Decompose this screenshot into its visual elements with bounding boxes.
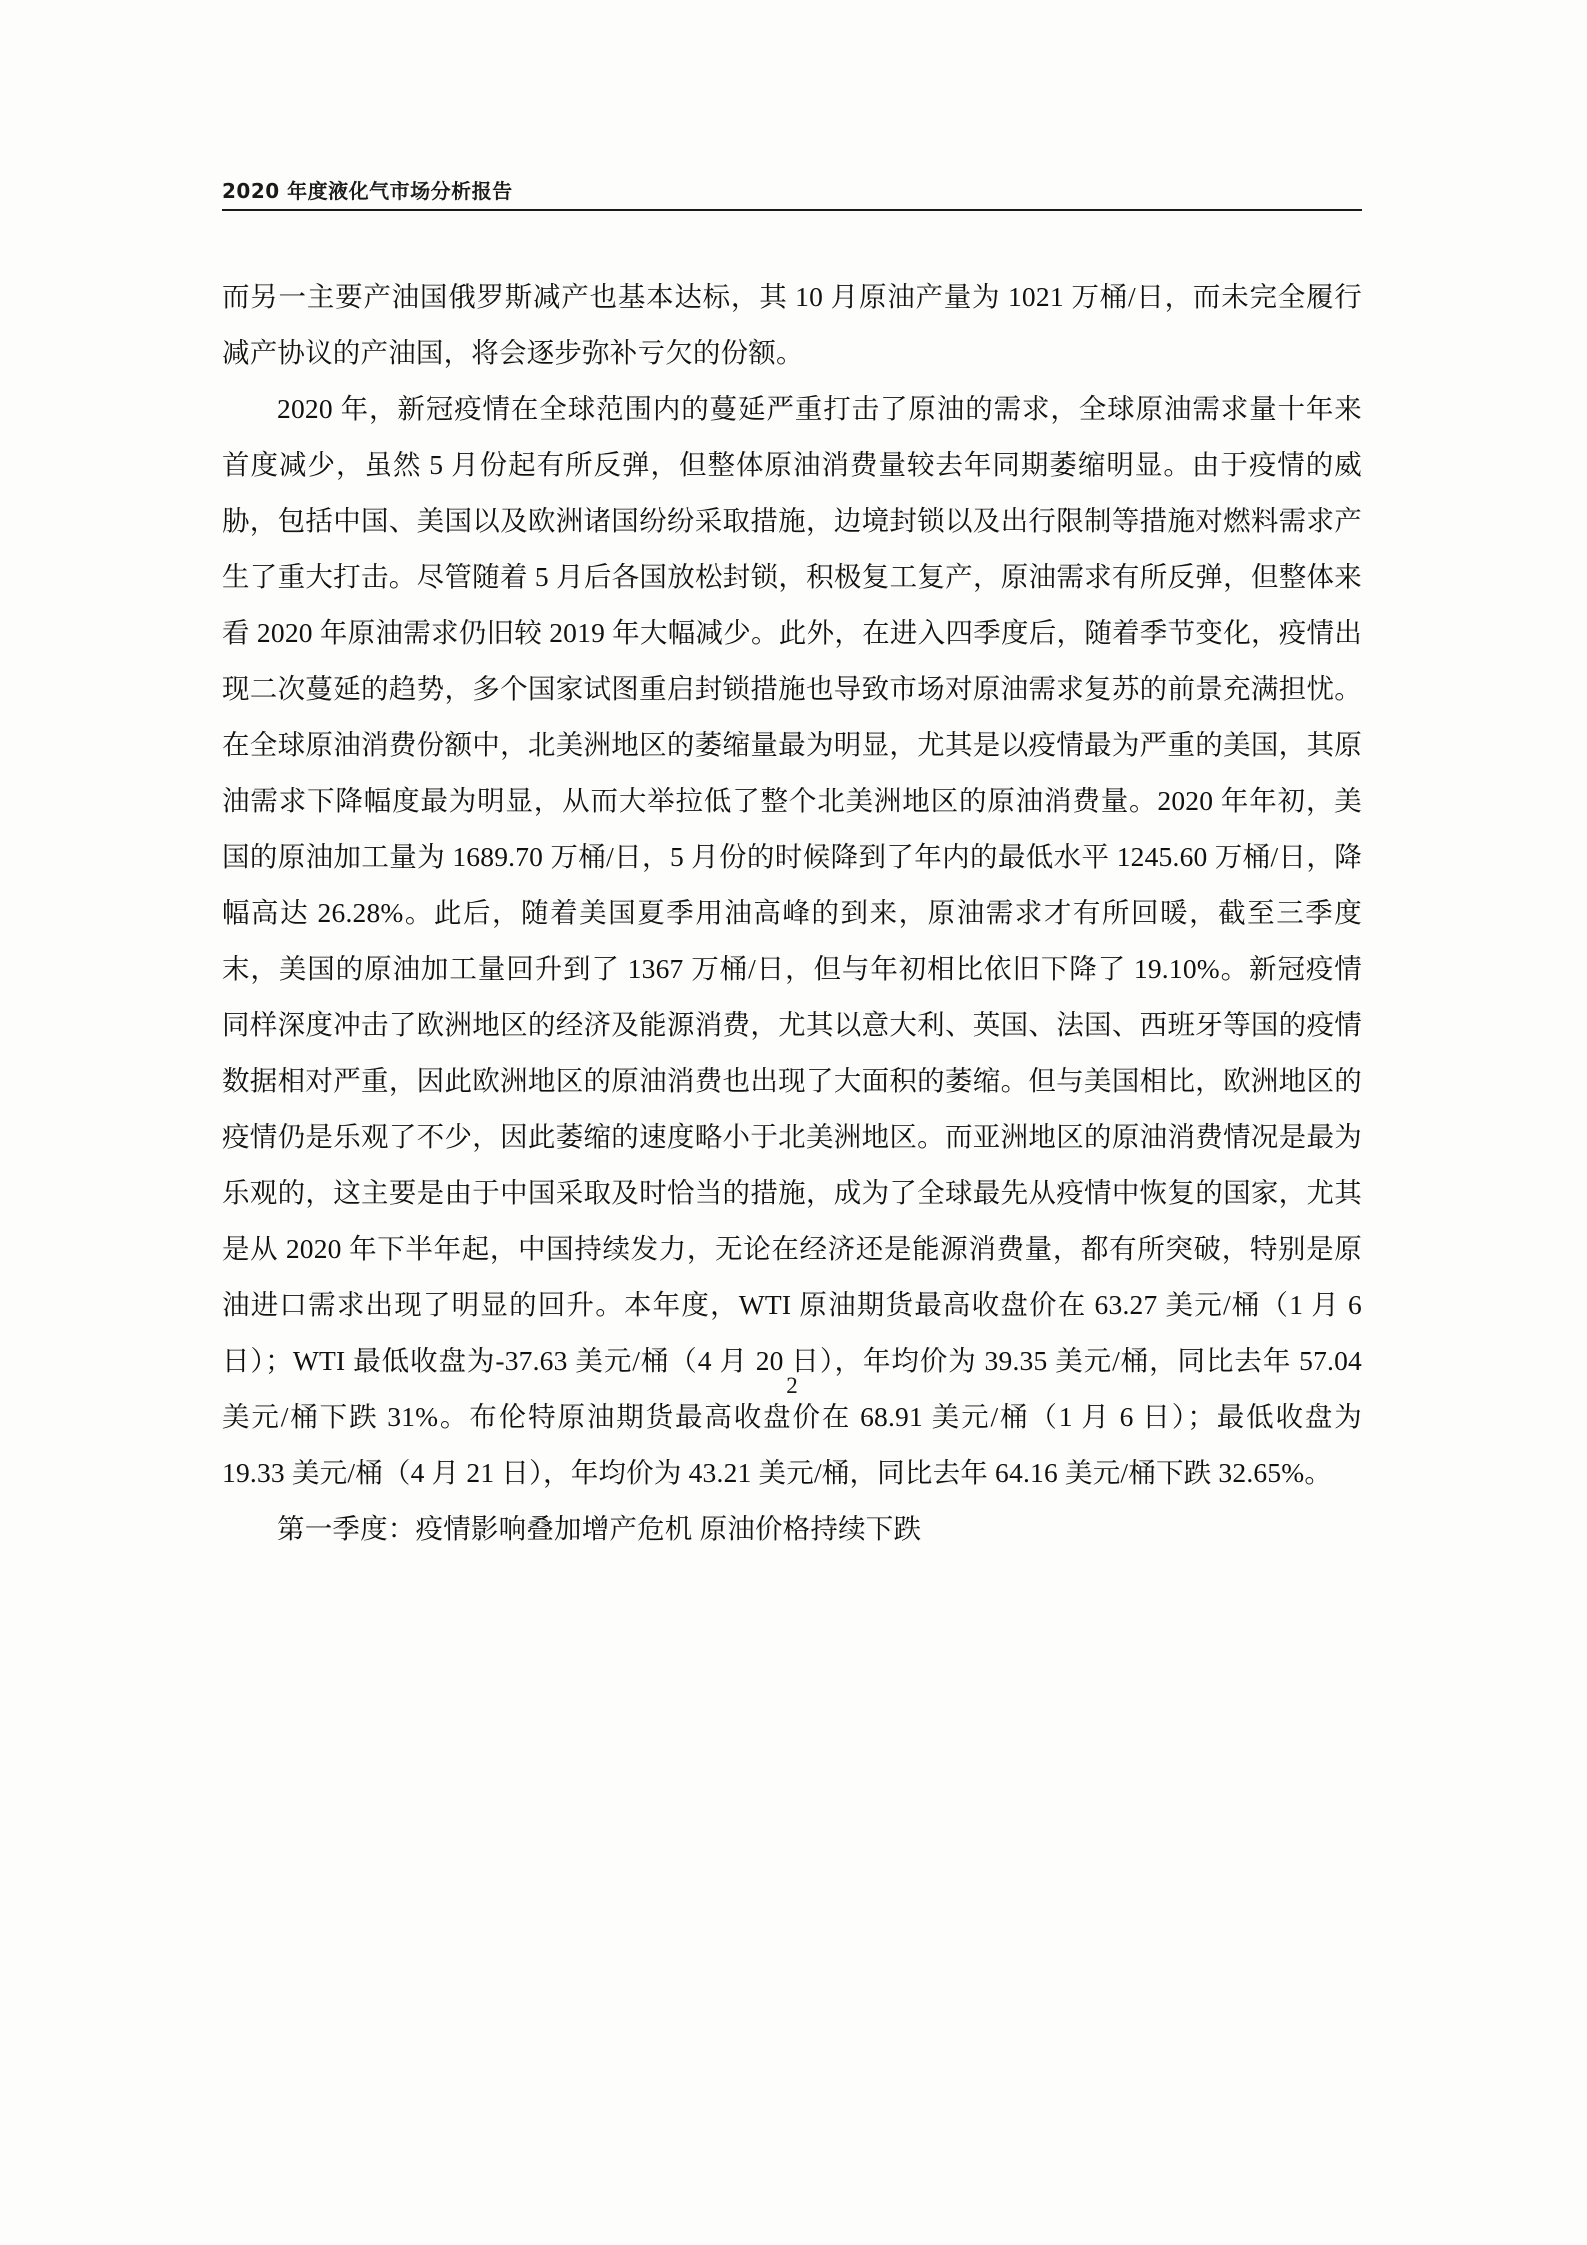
- page-number: 2: [786, 1373, 798, 1398]
- header-divider: [222, 209, 1362, 211]
- header-title: 2020 年度液化气市场分析报告: [222, 179, 513, 203]
- document-body: [222, 269, 1362, 1557]
- page-header: [222, 178, 1362, 217]
- paragraph: 2020 年，新冠疫情在全球范围内的蔓延严重打击了原油的需求，全球原油需求量十年来首度减少，虽然 5 月份起有所反弹，但整体原油消费量较去年同期萎缩明显。由于疫情的威胁，包括中国、美国以及欧洲诸国纷纷采取措施，边境封锁以及出行限制等措施对燃料需求产生了重大打击。尽管随着 5 月后各国放松封锁，积极复工复产，原油需求有所反弹，但整体来看 2020 年原油需求仍旧较 2019 年大幅减少。此外，在进入四季度后，随着季节变化，疫情出现二次蔓延的趋势，多个国家试图重启封锁措施也导致市场对原油需求复苏的前景充满担忧。在全球原油消费份额中，北美洲地区的萎缩量最为明显，尤其是以疫情最为严重的美国，其原油需求下降幅度最为明显，从而大举拉低了整个北美洲地区的原油消费量。2020 年年初，美国的原油加工量为 1689.70 万桶/日，5 月份的时候降到了年内的最低水平 1245.60 万桶/日，降幅高达 26.28%。此后，随着美国夏季用油高峰的到来，原油需求才有所回暖，截至三季度末，美国的原油加工量回升到了 1367 万桶/日，但与年初相比依旧下降了 19.10%。新冠疫情同样深度冲击了欧洲地区的经济及能源消费，尤其以意大利、英国、法国、西班牙等国的疫情数据相对严重，因此欧洲地区的原油消费也出现了大面积的萎缩。但与美国相比，欧洲地区的疫情仍是乐观了不少，因此萎缩的速度略小于北美洲地区。而亚洲地区的原油消费情况是最为乐观的，这主要是由于中国采取及时恰当的措施，成为了全球最先从疫情中恢复的国家，尤其是从 2020 年下半年起，中国持续发力，无论在经济还是能源消费量，都有所突破，特别是原油进口需求出现了明显的回升。本年度，WTI 原油期货最高收盘价在 63.27 美元/桶（1 月 6 日）；WTI 最低收盘为-37.63 美元/桶（4 月 20 日），年均价为 39.35 美元/桶，同比去年 57.04 美元/桶下跌 31%。布伦特原油期货最高收盘价在 68.91 美元/桶（1 月 6 日）；最低收盘为 19.33 美元/桶（4 月 21 日），年均价为 43.21 美元/桶，同比去年 64.16 美元/桶下跌 32.65%。: [222, 393, 1362, 1488]
- paragraph-section-heading: 第一季度：疫情影响叠加增产危机 原油价格持续下跌: [277, 1513, 922, 1544]
- page-content-area: [222, 178, 1362, 1557]
- paragraph: 而另一主要产油国俄罗斯减产也基本达标，其 10 月原油产量为 1021 万桶/日，而未完全履行减产协议的产油国，将会逐步弥补亏欠的份额。: [222, 281, 1362, 368]
